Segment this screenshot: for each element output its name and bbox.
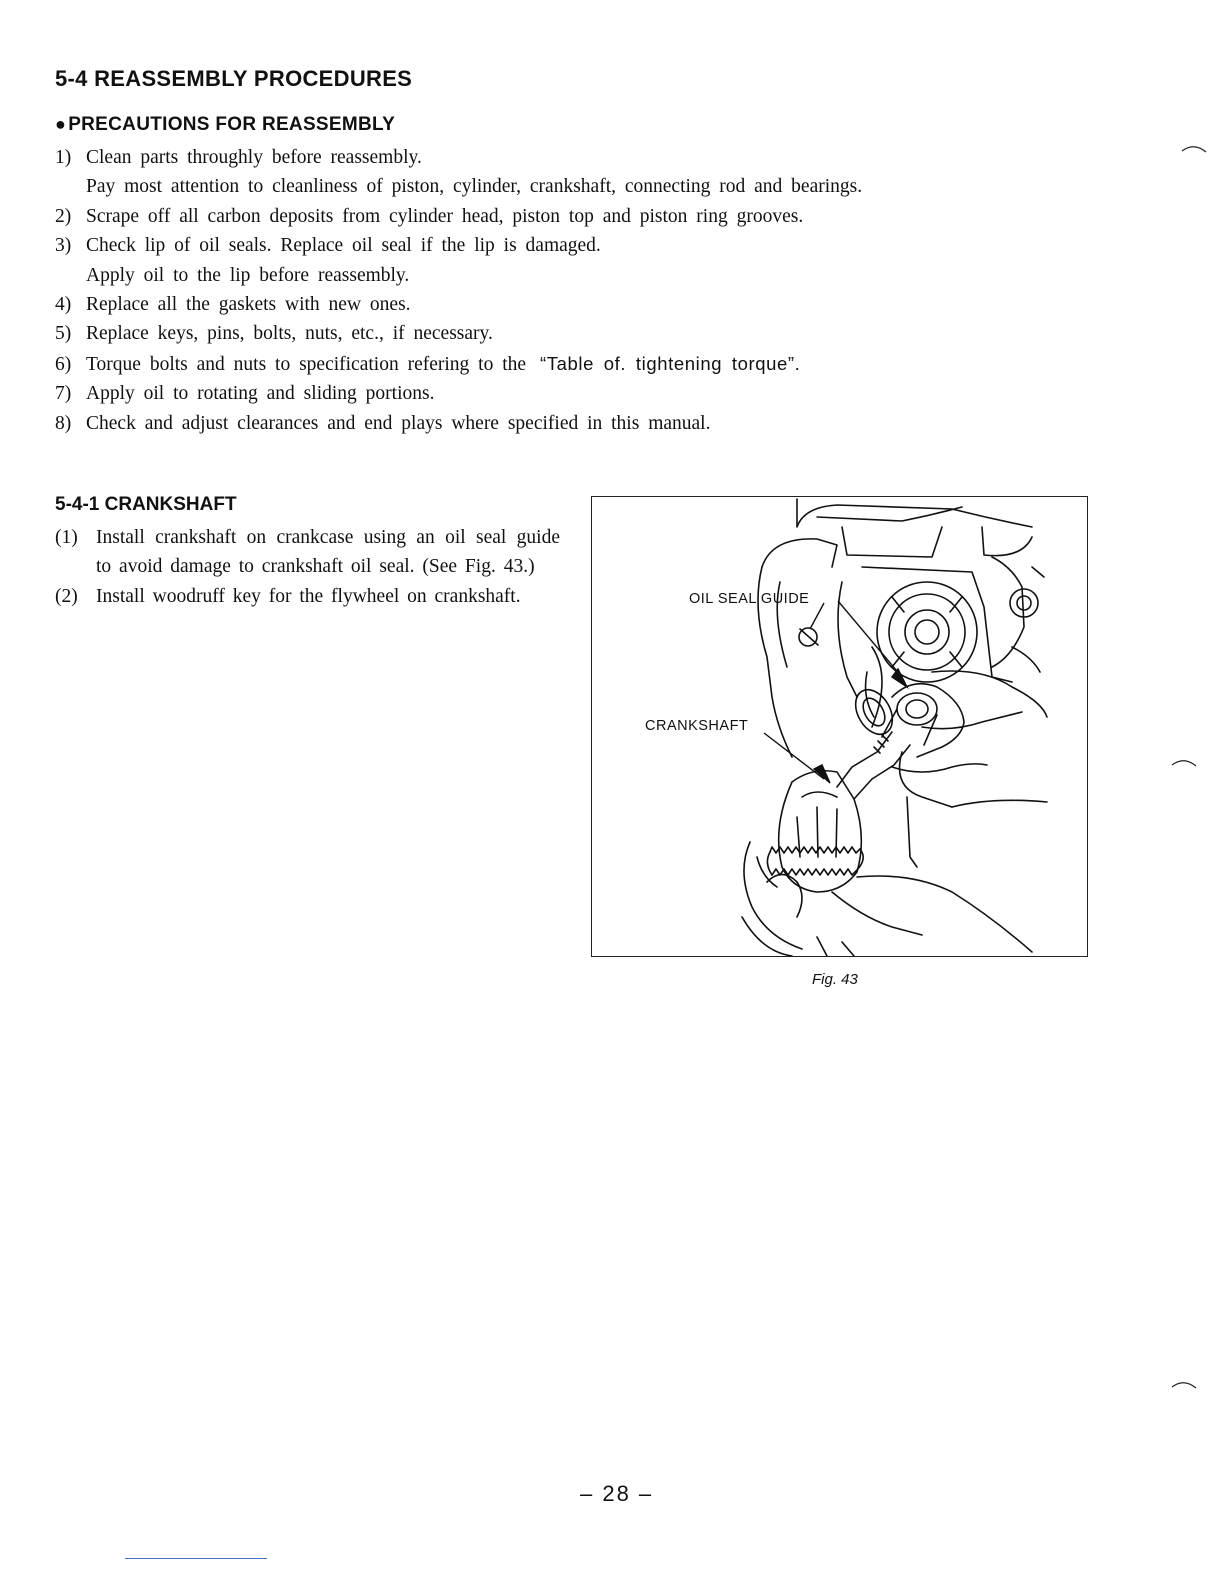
section-heading: 5-4 REASSEMBLY PROCEDURES xyxy=(55,66,413,91)
precaution-item-continuation xyxy=(55,172,1175,201)
item-text: Check lip of oil seals. Replace oil seal if the lip is damaged. xyxy=(86,235,601,257)
item-number: 7) xyxy=(55,383,72,405)
step-text: Install crankshaft on crankcase using an oil seal guide to avoid damage to crankshaft oil seal. (See Fig. 43.) xyxy=(96,527,560,578)
page-number: – 28 – xyxy=(580,1481,654,1506)
precaution-item xyxy=(55,319,1175,348)
precautions-heading-text: PRECAUTIONS FOR REASSEMBLY xyxy=(68,114,396,135)
item-number: 1) xyxy=(55,147,72,168)
crankshaft-installation-illustration xyxy=(592,497,1087,956)
precaution-item xyxy=(55,143,1175,172)
margin-mark xyxy=(1180,142,1210,154)
crankshaft-leader xyxy=(764,733,824,779)
item-text: Apply oil to the lip before reassembly. xyxy=(86,264,410,286)
item-text: Apply oil to rotating and sliding portions. xyxy=(86,383,435,405)
precaution-item-continuation xyxy=(55,261,1175,290)
precaution-item xyxy=(55,290,1175,319)
item-text: Check and adjust clearances and end plays where specified in this manual. xyxy=(86,412,711,434)
item-text: Replace keys, pins, bolts, nuts, etc., if necessary. xyxy=(86,323,493,345)
item-number: 2) xyxy=(55,205,72,227)
bullet-icon: ● xyxy=(55,114,67,134)
figure-caption: Fig. 43 xyxy=(812,971,858,988)
step-number: (1) xyxy=(55,527,78,548)
item-number: 4) xyxy=(55,294,72,316)
crankshaft-step xyxy=(55,523,560,582)
crankshaft-steps xyxy=(55,523,560,611)
crankshaft-step xyxy=(55,582,560,611)
item-number: 8) xyxy=(55,412,72,434)
item-text: Pay most attention to cleanliness of piston, cylinder, crankshaft, connecting rod and bearings. xyxy=(86,176,863,198)
precaution-item xyxy=(55,349,1175,379)
figure-leaders xyxy=(764,601,907,783)
oil-seal-guide-label: OIL SEAL GUIDE xyxy=(689,591,810,607)
arrowhead-icon xyxy=(892,669,907,687)
margin-mark xyxy=(1170,1378,1200,1390)
item-number: 3) xyxy=(55,235,72,257)
step-number: (2) xyxy=(55,585,78,607)
figure-43 xyxy=(591,496,1088,957)
item-text: Scrape off all carbon deposits from cylinder head, piston top and piston ring grooves. xyxy=(86,205,804,227)
item-number: 6) xyxy=(55,353,72,375)
oil-seal-guide-leader xyxy=(810,603,824,629)
crankshaft-label: CRANKSHAFT xyxy=(645,718,749,734)
precaution-item xyxy=(55,409,1175,438)
item-text: Replace all the gaskets with new ones. xyxy=(86,294,411,316)
precautions-heading xyxy=(55,114,395,136)
crankshaft-heading: 5-4-1 CRANKSHAFT xyxy=(55,494,237,515)
torque-table-reference: “Table of. tightening torque”. xyxy=(540,352,801,374)
precaution-item xyxy=(55,379,1175,408)
bottom-rule xyxy=(125,1558,267,1559)
item-text: Clean parts throughly before reassembly. xyxy=(86,147,422,168)
item-number: 5) xyxy=(55,323,72,345)
step-text: Install woodruff key for the flywheel on crankshaft. xyxy=(96,585,521,607)
margin-mark xyxy=(1170,756,1200,768)
item-text: Torque bolts and nuts to specification refering to the xyxy=(86,353,527,375)
engine-crankcase-drawing xyxy=(742,499,1047,956)
precautions-list xyxy=(55,143,1175,438)
precaution-item xyxy=(55,231,1175,260)
precaution-item xyxy=(55,202,1175,231)
oil-seal-guide-arrow xyxy=(838,601,902,677)
